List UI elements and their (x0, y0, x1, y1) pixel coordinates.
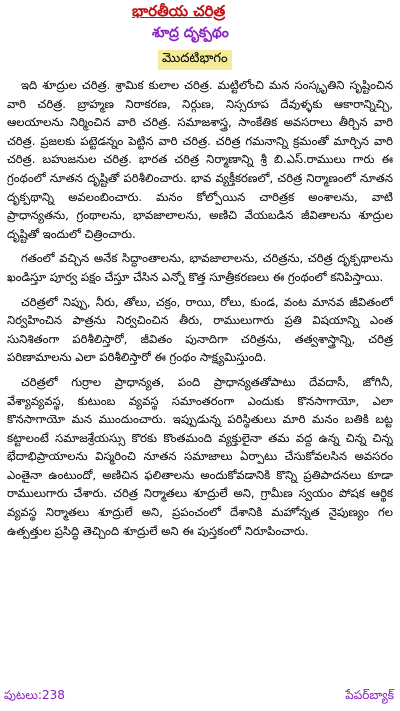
page-subtitle: శూద్ర దృక్పథం (152, 25, 229, 41)
part-label: మొదటిభాగం (158, 50, 232, 70)
paragraph: చరిత్రలో గుర్రాల ప్రాధాన్యత, పంది ప్రాధాన్యతతోపాటు దేవదాసీ, జోగినీ, వేశ్యావ్యవస్థ, కుటుంబ వ్యవస్థ సమాంతరంగా ఎందుకు కొనసాగాయో, ఎలా కొనసాగాయో మన ముందుంచారు. ఇప్పుడున్న పరిస్థితులు మారి మనం బతికి బట్ట కట్టాలంటే సమాజశ్రేయస్సు కొరకు కొంతమంది వ్యక్తులైనా తమ వద్ద ఉన్న చిన్న చిన్న భేదాభిప్రాయాలను విస్మరించి నూతన సమాజాలు ఏర్పాటు చేసుకోవలసిన అవసరం ఎంతైనా ఉంటుందో, అణిచిన ఫలితాలను అందుకోవడానికి కొన్ని ప్రతిపాదనలు కూడా రాములుగారు చేశారు. చరిత్ర నిర్మాతలు శూద్రులే అని, గ్రామీణ స్వయం పోషక ఆర్థిక వ్యవస్థ నిర్మాతలు శూద్రులే అని, ప్రపంచంలో దేశానికి మహోన్నత నైపుణ్యం గల ఉత్పత్తుల ప్రసిద్ధి తెచ్చింది శూద్రులే అని ఈ పుస్తకంలో నిరూపించారు. (7, 374, 393, 538)
page-count: పుటలు:238 (4, 688, 65, 702)
binding-type: పేపర్‌బ్యాక్ (345, 688, 394, 702)
paragraph: గతంలో వచ్చిన అనేక సిద్ధాంతాలను, భావజాలాలను, చరిత్రను, చరిత్ర దృక్పథాలను ఖండిస్తూ పూర్వ పక్షం చేస్తూ చేసిన ఎన్నో కొత్త సూత్రీకరణలు ఈ గ్రంథంలో కనిపిస్తాయి. (7, 251, 393, 284)
page-title: భారతీయ చరిత్ర (132, 2, 226, 20)
paragraph: ఇది శూద్రుల చరిత్ర. శ్రామిక కులాల చరిత్ర. మట్టిలోంచి మన సంస్కృతిని సృష్టించిన వారి చరిత్ర. బ్రాహ్మణ నిరాకరణ, నిర్గుణ, నిస్సరూప దేవుళ్ళకు ఆకారాన్నిచ్చి, ఆలయాలను నిర్మించిన వారి చరిత్ర. సమాజశాస్త్ర, సాంకేతిక అవసరాలు తీర్చిన వారి చరిత్ర. ప్రజలకు పట్టెడన్నం పెట్టిన వారి చరిత్ర. చరిత్ర గమనాన్ని క్రమంతో మార్చిన వారి చరిత్ర. బహుజనుల చరిత్ర. భారత చరిత్ర నిర్మాణాన్ని శ్రీ బి.ఎస్.రాములు గారు ఈ గ్రంథంలో నూతన దృష్టితో పరిశీలించారు. భావ వ్యక్తీకరణలో, చరిత్ర నిర్మాణంలో నూతన దృక్పథాన్ని అవలంబించారు. మనం కోల్పోయిన చారిత్రక అంశాలను, వాటి ప్రాధాన్యతను, గ్రంథాలను, భావజాలాలను, అణిచి వేయబడిన జీవితాలను శూద్రుల దృష్టితో ఇందులో చిత్రించారు. (7, 78, 393, 241)
paragraph: చరిత్రలో నిప్పు, నీరు, తోలు, చక్రం, రాయి, రోలు, కుండ, వంట మానవ జీవితంలో నిర్వహించిన పాత్రను నిర్వచించిన తీరు, రాములుగారు ప్రతి విషయాన్ని ఎంత సునిశితంగా పరిశీలిస్తారో, జీవితం పునాదిగా చరిత్రను, తత్వశాస్త్రాన్ని, చరిత్ర పరిణామాలను ఎలా పరిశీలిస్తారో ఈ గ్రంథం సాక్ష్యమిస్తుంది. (7, 294, 393, 365)
book-footer (0, 688, 400, 708)
description-body (7, 76, 393, 676)
